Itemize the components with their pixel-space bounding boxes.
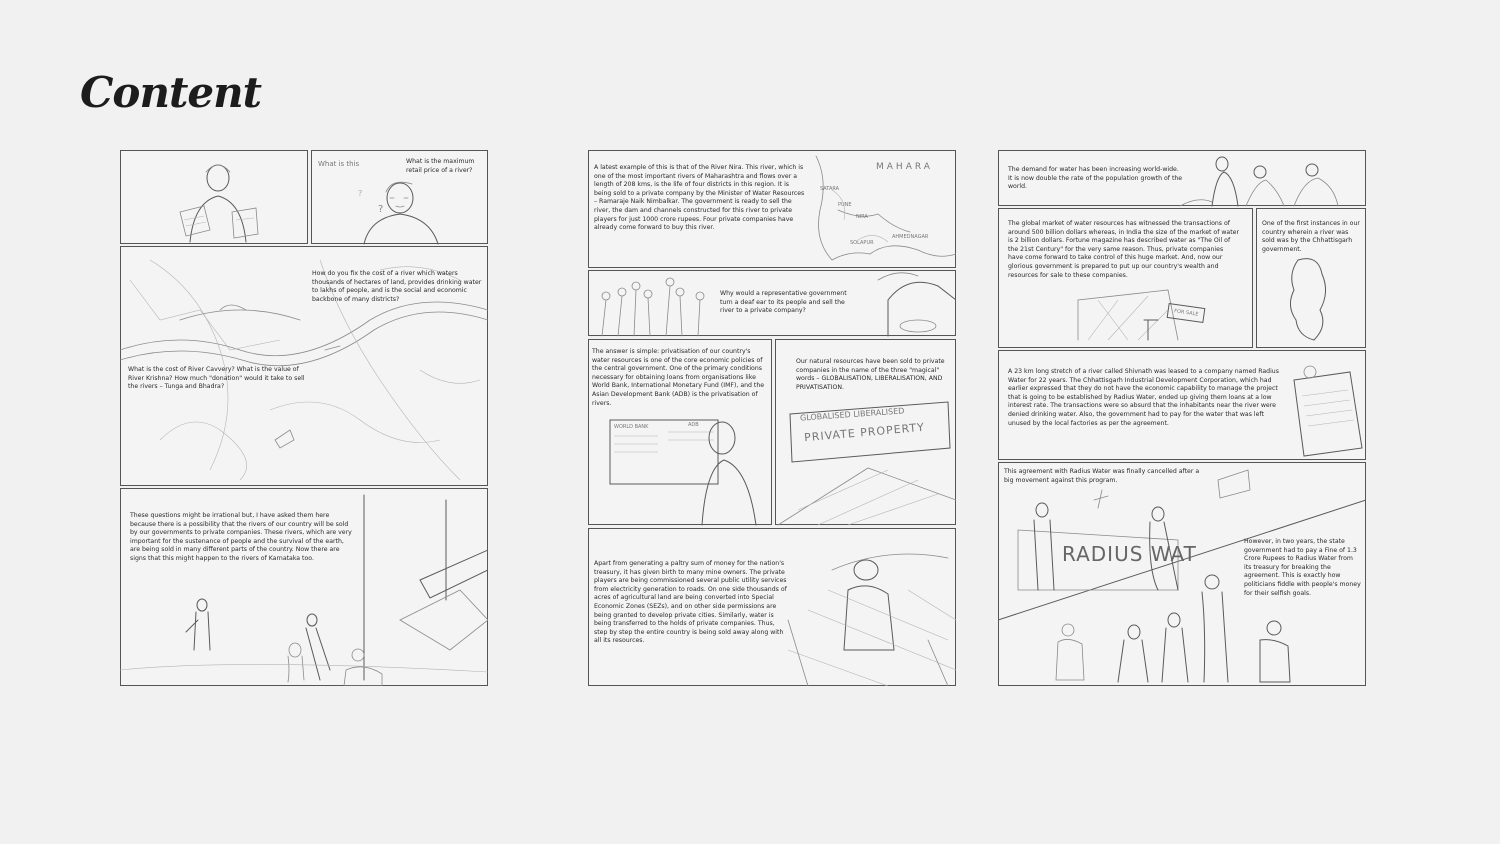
svg-text:?: ?	[358, 189, 363, 198]
p1-panel3-text2: What is the cost of River Cavvery? What is the value of River Krishna? How much "donation" would it take to sell the rivers – Tunga and Bhadra?	[128, 366, 305, 391]
p3-panel1-text: The demand for water has been increasing world-wide. It is now double the rate of the population growth of the world.	[1008, 166, 1183, 191]
crowd-walking-sketch	[1180, 157, 1338, 206]
storyboard-page-1	[120, 150, 488, 686]
screen-label: WORLD BANK	[614, 424, 649, 430]
p2-panel5-text: Apart from generating a paltry sum of money for the nation's treasury, it has given birth to many mine owners. The private players are being commissioned several public utility services from electricity generation to roads. On one side thousands of acres of agricultural land are being converted into Special Economic Zones (SEZs), and on other side permissions are being granted to develop private cities. Similarly, water is being transferred to the holds of private companies. Thus, step by step the entire country is being sold away along with all its resources.	[594, 560, 787, 645]
storyboard-page-2	[588, 150, 956, 686]
p1-panel3-text: How do you fix the cost of a river which waters thousands of hectares of land, provides drinking water to lakhs of people, and is the social and economic backbone of many districts?	[312, 270, 482, 303]
storyboard-page-3	[998, 150, 1366, 686]
p1-handwritten-note: What is this	[318, 160, 360, 168]
sign-text-1: GLOBALISED LIBERALISED	[799, 406, 905, 423]
p3-panel5-text: This agreement with Radius Water was finally cancelled after a big movement against this program.	[1004, 468, 1200, 484]
thinking-figure-sketch	[358, 182, 438, 244]
p2-panel3-text: The answer is simple: privatisation of our country's water resources is one of the core economic policies of the central government. One of the primary conditions necessary for obtaining loans from organisations like World Bank, International Monetary Fund (IMF), and the Asian Development Bank (ADB) is the privatisation of rivers.	[592, 348, 765, 407]
p1-panel4-text: These questions might be irrational but, I have asked them here because there is a possibility that the rivers of our country will be sold by our governments to private companies. These rivers, which are very important for the sustenance of people and the survival of the earth, are being sold in many different parts of the country. Now there are signs that this might happen to the rivers of Karnataka too.	[130, 512, 352, 562]
map-place-5: AHMEDNAGAR	[892, 234, 929, 240]
for-sale-sign: FOR SALE	[1173, 308, 1199, 318]
computer-screen-sketch	[610, 420, 756, 525]
map-place-1: SATARA	[820, 186, 840, 192]
map-place-2: PUNE	[838, 202, 852, 208]
document-sketch	[1294, 366, 1362, 456]
protest-banner: RADIUS WAT	[1062, 542, 1197, 566]
page-title: Content	[80, 68, 262, 117]
p2-panel2-text: Why would a representative government turn a deaf ear to its people and sell the river to a private company?	[720, 290, 847, 315]
p2-panel4-text: Our natural resources have been sold to private companies in the name of the three "magical" words – GLOBALISATION, LIBERALISATION, AND PRIVATISATION.	[796, 358, 945, 391]
map-place-3: NIRA	[856, 214, 868, 220]
labourers-sketch	[788, 554, 956, 686]
p1-sketches	[120, 150, 488, 686]
p2-panel1-text: A latest example of this is that of the River Nira. This river, which is one of the most important rivers of Maharashtra and flows over a length of 208 kms, is the life of four districts in this region. It is being sold to a private company by the Minister of Water Resources – Ramaraje Naik Nimbalkar. The government is ready to sell the river, the dam and channels constructed for this river to private players for just 1000 crore rupees. Four private companies have already come forward to buy this river.	[594, 164, 805, 232]
screen-label-2: ADB	[688, 422, 699, 428]
map-place-4: SOLAPUR	[850, 240, 874, 246]
p3-panel3-text: One of the first instances in our country wherein a river was sold was by the Chhattisgarh government.	[1262, 220, 1360, 253]
p3-panel4-text: A 23 km long stretch of a river called Shivnath was leased to a company named Radius Water for 22 years. The Chhattisgarh Industrial Development Corporation, which had earlier expressed that they do not have the economic capability to manage the project that is going to be established by Radius Water, ended up giving them loans at a low interest rate. The transactions were so absurd that the inhabitants near the river were denied drinking water. Also, the government had to pay for the water that was left unused by the local factories as per the agreement.	[1008, 368, 1279, 427]
p3-panel2-text: The global market of water resources has witnessed the transactions of around 500 billion dollars whereas, in India the size of the market of water is 2 billion dollars. Fortune magazine has described water as "The Oil of the 21st Century" for the very same reason. Thus, private companies have come forward to take control of this huge market. And, now our glorious government is prepared to put up our country's wealth and resources for sale to these companies.	[1008, 220, 1239, 279]
reading-figure-sketch	[180, 165, 258, 242]
sign-text-2: PRIVATE PROPERTY	[803, 420, 926, 445]
p3-panel6-text: However, in two years, the state government had to pay a Fine of 1.3 Crore Rupees to Radius Water from its treasury for breaking the agreement. This is exactly how politicians fiddle with people's money for their selfish goals.	[1244, 538, 1361, 597]
svg-text:?: ?	[378, 204, 384, 215]
chhattisgarh-map-sketch	[1290, 259, 1325, 340]
p1-speech-bubble: What is the maximum retail price of a river?	[406, 158, 475, 174]
map-label: MAHARA	[876, 162, 933, 172]
